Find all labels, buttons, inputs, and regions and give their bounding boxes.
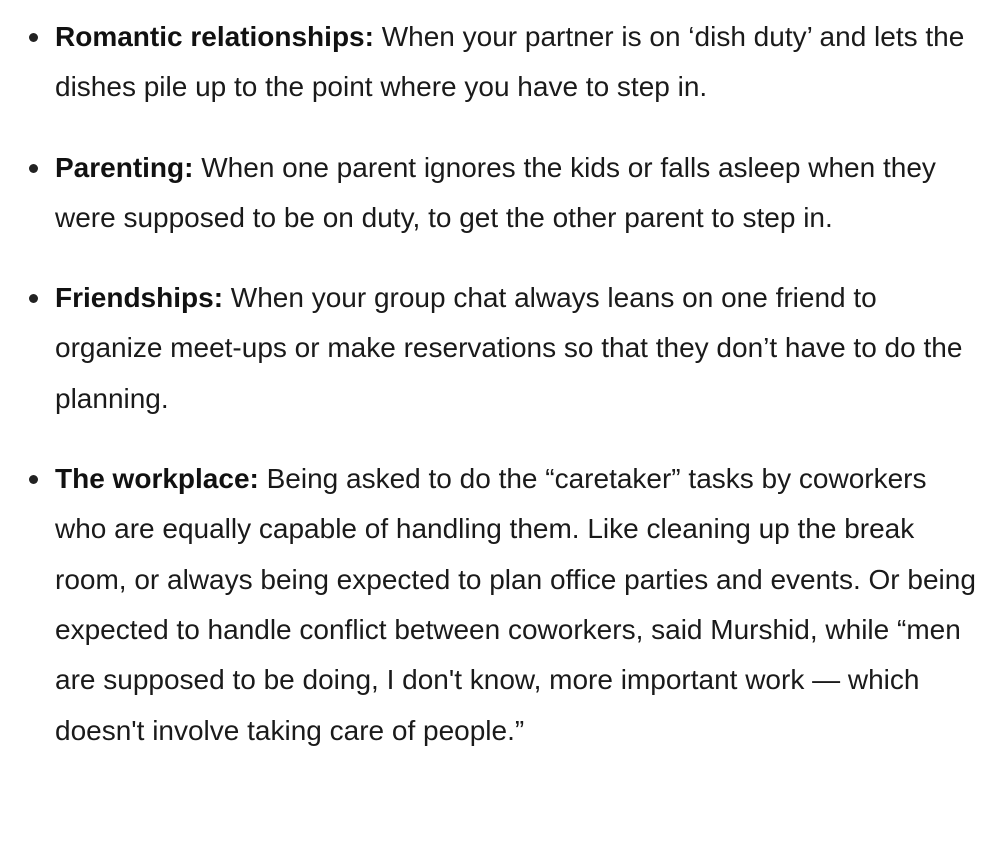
bullet-icon (29, 33, 38, 42)
list-item-parenting (0, 143, 1000, 244)
item-label: Romantic relationships: (55, 21, 374, 52)
list-item-workplace (0, 454, 1000, 756)
bullet-icon (29, 164, 38, 173)
bullet-icon (29, 475, 38, 484)
item-text: Being asked to do the “caretaker” tasks by coworkers who are equally capable of handling them. Like cleaning up the break room, or always being expected to plan office parties and events. Or being expected to handle conflict between coworkers, said Murshid, while “men are supposed to be doing, I don't know, more important work — which doesn't involve taking care of people.” (55, 463, 976, 746)
item-text: When your partner is on ‘dish duty’ and lets the dishes pile up to the point where you have to step in. (55, 21, 965, 103)
item-text: When your group chat always leans on one friend to organize meet-ups or make reservations so that they don’t have to do the planning. (55, 282, 963, 414)
list-item-romantic-relationships (0, 12, 1000, 113)
item-label: Friendships: (55, 282, 224, 314)
item-label: Parenting: (55, 151, 194, 183)
item-text: When one parent ignores the kids or falls asleep when they were supposed to be on duty, to get the other parent to step in. (55, 151, 936, 233)
list-item-friendships (0, 273, 1000, 424)
bullet-list (0, 12, 1000, 786)
item-label: The workplace: (55, 463, 259, 495)
bullet-icon (29, 294, 38, 303)
